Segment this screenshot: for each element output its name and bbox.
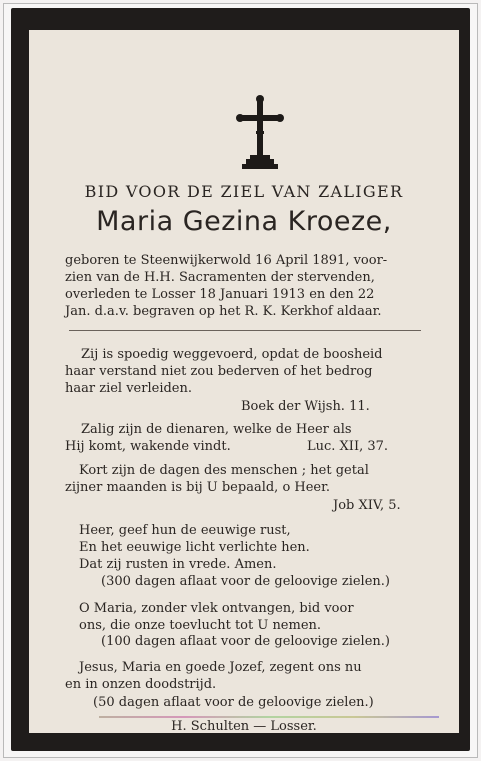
indulgence-note: (50 dagen aflaat voor de geloovige zielen.): [93, 695, 374, 710]
verse-line: haar verstand niet zou bederven of het bedrog: [65, 364, 373, 379]
verse-line: Hij komt, wakende vindt.: [65, 439, 231, 454]
verse-reference: Job XIV, 5.: [333, 498, 401, 513]
memorial-card: [11, 8, 470, 751]
indulgence-note: (300 dagen aflaat voor de geloovige zielen.): [101, 574, 390, 589]
prayer-line: Heer, geef hun de eeuwige rust,: [79, 523, 291, 538]
prayer-line: ons, die onze toevlucht tot U nemen.: [79, 618, 322, 633]
prayer-line: O Maria, zonder vlek ontvangen, bid voor: [79, 601, 354, 616]
card-heading: BID VOOR DE ZIEL VAN ZALIGER: [84, 182, 404, 201]
prayer-line: En het eeuwige licht verlichte hen.: [79, 540, 310, 555]
divider: [69, 330, 421, 331]
verse-reference: Boek der Wijsh. 11.: [241, 399, 370, 414]
indulgence-note: (100 dagen aflaat voor de geloovige zielen.): [101, 634, 390, 649]
verse-line: Kort zijn de dagen des menschen ; het getal: [79, 463, 369, 478]
card-paper: [29, 30, 459, 733]
verse-line: Zalig zijn de dienaren, welke de Heer als: [81, 422, 352, 437]
latin-cross-icon: [236, 95, 284, 171]
bio-line: geboren te Steenwijkerwold 16 April 1891, voor-: [65, 253, 388, 268]
printer-credit: H. Schulten — Losser.: [171, 719, 317, 734]
bio-line: zien van de H.H. Sacramenten der stervenden,: [65, 270, 375, 285]
verse-reference: Luc. XII, 37.: [307, 439, 389, 454]
prayer-line: en in onzen doodstrijd.: [65, 677, 217, 692]
verse-line: Zij is spoedig weggevoerd, opdat de boosheid: [81, 347, 383, 362]
verse-line: zijner maanden is bij U bepaald, o Heer.: [65, 480, 331, 495]
deceased-name: Maria Gezina Kroeze,: [96, 206, 392, 237]
bio-line: Jan. d.a.v. begraven op het R. K. Kerkhof aldaar.: [65, 304, 382, 319]
prayer-line: Jesus, Maria en goede Jozef, zegent ons nu: [79, 660, 362, 675]
verse-line: haar ziel verleiden.: [65, 381, 192, 396]
bio-line: overleden te Losser 18 Januari 1913 en den 22: [65, 287, 375, 302]
prayer-line: Dat zij rusten in vrede. Amen.: [79, 557, 277, 572]
